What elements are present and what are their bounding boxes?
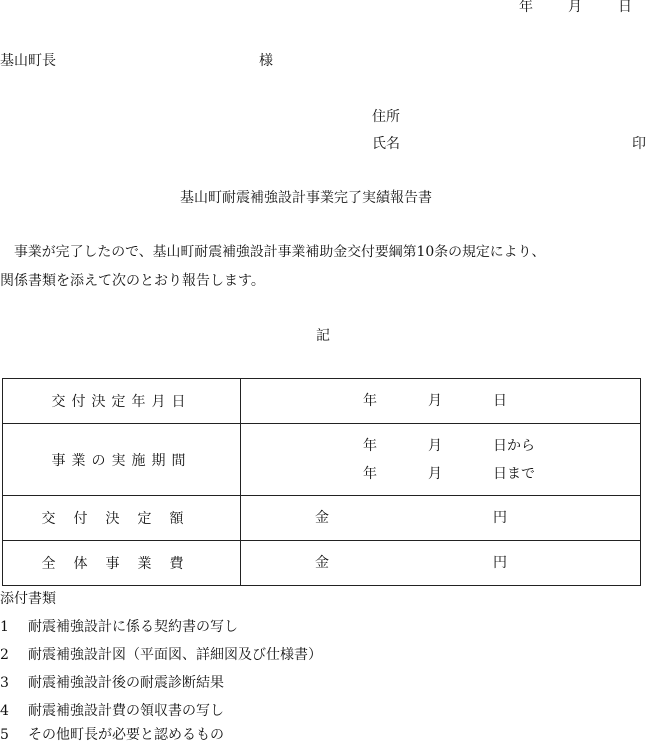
list-item-text: 耐震補強設計費の領収書の写し xyxy=(28,703,224,719)
list-item-number: 5 xyxy=(0,727,9,743)
list-item xyxy=(0,728,224,742)
list-item-number: 2 xyxy=(0,647,9,663)
address-label: 住所 xyxy=(372,109,400,125)
header-day-label: 日 xyxy=(618,0,632,15)
body-line-1: 事業が完了したので、基山町耐震補強設計事業補助金交付要綱第10条の規定により、 xyxy=(14,244,546,260)
seal-mark: 印 xyxy=(632,136,646,152)
list-item-number: 3 xyxy=(0,675,9,691)
total-cost-yen: 円 xyxy=(493,555,507,571)
row-label-cell xyxy=(3,496,241,541)
list-item xyxy=(0,704,224,718)
decision-day: 日 xyxy=(493,393,507,409)
total-cost-kin: 金 xyxy=(315,555,329,571)
list-item xyxy=(0,676,224,690)
list-item-text: その他町長が必要と認めるもの xyxy=(28,727,224,743)
row-label: 全体事業費 xyxy=(41,556,202,572)
period-to-month: 月 xyxy=(428,466,442,482)
row-value-cell xyxy=(241,379,641,424)
attachments-heading: 添付書類 xyxy=(0,591,56,607)
row-value-cell xyxy=(241,496,641,541)
body-line-2: 関係書類を添えて次のとおり報告します。 xyxy=(0,273,265,289)
list-item xyxy=(0,648,322,662)
row-label-cell xyxy=(3,379,241,424)
table-row xyxy=(3,496,641,541)
period-from-year: 年 xyxy=(363,438,377,454)
period-to-day: 日まで xyxy=(493,466,535,482)
row-label-cell xyxy=(3,541,241,586)
addressee-name: 基山町長 xyxy=(0,53,56,69)
row-label: 交付決定額 xyxy=(41,511,202,527)
list-item-number: 4 xyxy=(0,703,9,719)
decision-month: 月 xyxy=(428,393,442,409)
period-from-month: 月 xyxy=(428,438,442,454)
period-from-day: 日から xyxy=(493,438,535,454)
list-item-number: 1 xyxy=(0,619,9,635)
report-table xyxy=(2,378,641,586)
document-title: 基山町耐震補強設計事業完了実績報告書 xyxy=(180,190,432,206)
list-item-text: 耐震補強設計後の耐震診断結果 xyxy=(28,675,224,691)
row-label: 交付決定年月日 xyxy=(51,394,192,410)
addressee-honorific: 様 xyxy=(259,53,273,69)
table-row xyxy=(3,424,641,496)
name-label: 氏名 xyxy=(372,136,400,152)
list-item xyxy=(0,620,238,634)
decision-amount-yen: 円 xyxy=(493,510,507,526)
decision-year: 年 xyxy=(363,393,377,409)
list-item-text: 耐震補強設計に係る契約書の写し xyxy=(28,619,238,635)
decision-amount-kin: 金 xyxy=(315,510,329,526)
header-year-label: 年 xyxy=(519,0,533,15)
header-month-label: 月 xyxy=(568,0,582,15)
table-row xyxy=(3,379,641,424)
row-label-cell xyxy=(3,424,241,496)
row-label: 事業の実施期間 xyxy=(51,452,192,469)
period-to-year: 年 xyxy=(363,466,377,482)
list-item-text: 耐震補強設計図（平面図、詳細図及び仕様書） xyxy=(28,647,322,663)
table-row xyxy=(3,541,641,586)
row-value-cell xyxy=(241,424,641,496)
ki-heading: 記 xyxy=(316,328,330,344)
row-value-cell xyxy=(241,541,641,586)
